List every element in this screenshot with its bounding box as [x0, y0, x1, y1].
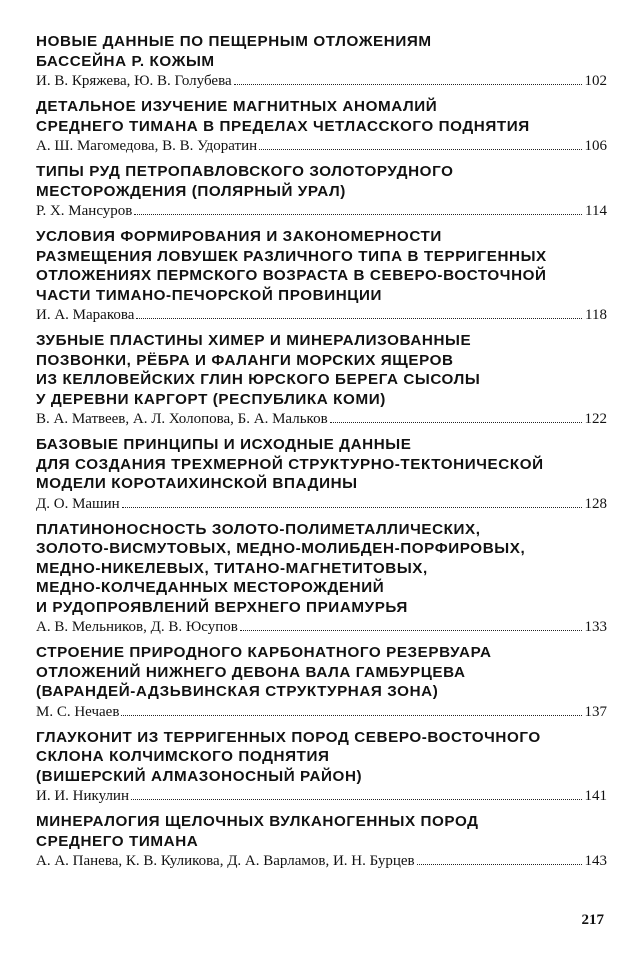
- toc-entry: [36, 97, 607, 156]
- article-title: [36, 643, 607, 702]
- article-title-line: РАЗМЕЩЕНИЯ ЛОВУШЕК РАЗЛИЧНОГО ТИПА В ТЕРРИГЕННЫХ: [36, 247, 547, 265]
- toc-entry: [36, 331, 607, 429]
- article-page-number: 118: [585, 307, 607, 323]
- article-page-number: 141: [584, 788, 607, 804]
- article-authors: Р. Х. Мансуров: [36, 203, 133, 219]
- toc-entry: [36, 643, 607, 722]
- article-authors: И. В. Кряжева, Ю. В. Голубева: [36, 73, 232, 89]
- article-title: [36, 162, 607, 201]
- page-number: 217: [581, 912, 604, 928]
- article-authors: А. Ш. Магомедова, В. В. Удоратин: [36, 138, 258, 154]
- article-title-line: МОДЕЛИ КОРОТАИХИНСКОЙ ВПАДИНЫ: [36, 475, 358, 492]
- article-title-line: И РУДОПРОЯВЛЕНИЙ ВЕРХНЕГО ПРИАМУРЬЯ: [36, 598, 408, 616]
- toc-entry: [36, 162, 607, 221]
- toc-entry: [36, 812, 607, 871]
- dot-leader: [259, 149, 581, 150]
- article-title-line: СРЕДНЕГО ТИМАНА В ПРЕДЕЛАХ ЧЕТЛАССКОГО ПОДНЯТИЯ: [36, 117, 530, 135]
- toc-entry: [36, 32, 607, 91]
- article-title-line: МЕДНО-КОЛЧЕДАННЫХ МЕСТОРОЖДЕНИЙ: [36, 579, 385, 596]
- dot-leader: [131, 799, 582, 800]
- authors-row: [36, 702, 607, 722]
- article-title-line: НОВЫЕ ДАННЫЕ ПО ПЕЩЕРНЫМ ОТЛОЖЕНИЯМ: [36, 33, 432, 50]
- article-page-number: 137: [584, 703, 607, 720]
- toc-entry: [36, 520, 607, 638]
- article-authors: Д. О. Машин: [36, 495, 120, 512]
- article-authors: А. А. Панева, К. В. Куликова, Д. А. Варламов, И. Н. Бурцев: [36, 853, 415, 869]
- article-title-line: ДЛЯ СОЗДАНИЯ ТРЕХМЕРНОЙ СТРУКТУРНО-ТЕКТОНИЧЕСКОЙ: [36, 455, 544, 473]
- article-title-line: ДЕТАЛЬНОЕ ИЗУЧЕНИЕ МАГНИТНЫХ АНОМАЛИЙ: [36, 98, 438, 115]
- article-title-line: ОТЛОЖЕНИЯХ ПЕРМСКОГО ВОЗРАСТА В СЕВЕРО-ВОСТОЧНОЙ: [36, 267, 547, 284]
- article-title-line: СТРОЕНИЕ ПРИРОДНОГО КАРБОНАТНОГО РЕЗЕРВУАРА: [36, 644, 492, 661]
- authors-row: [36, 136, 607, 156]
- article-title: [36, 728, 607, 787]
- article-title-line: МЕСТОРОЖДЕНИЯ (ПОЛЯРНЫЙ УРАЛ): [36, 182, 346, 200]
- toc-entry: [36, 728, 607, 807]
- article-title-line: МИНЕРАЛОГИЯ ЩЕЛОЧНЫХ ВУЛКАНОГЕННЫХ ПОРОД: [36, 813, 479, 830]
- dot-leader: [234, 84, 582, 85]
- article-title: [36, 331, 607, 409]
- article-title: [36, 435, 607, 494]
- dot-leader: [240, 630, 582, 631]
- article-title: [36, 227, 607, 305]
- article-title-line: БАССЕЙНА Р. КОЖЫМ: [36, 52, 215, 70]
- authors-row: [36, 71, 607, 91]
- article-page-number: 106: [584, 138, 607, 154]
- article-title-line: СРЕДНЕГО ТИМАНА: [36, 832, 199, 850]
- article-title-line: (ВИШЕРСКИЙ АЛМАЗОНОСНЫЙ РАЙОН): [36, 767, 363, 785]
- article-title-line: СКЛОНА КОЛЧИМСКОГО ПОДНЯТИЯ: [36, 748, 330, 765]
- article-title-line: ТИПЫ РУД ПЕТРОПАВЛОВСКОГО ЗОЛОТОРУДНОГО: [36, 163, 454, 180]
- article-page-number: 102: [584, 73, 607, 89]
- article-authors: А. В. Мельников, Д. В. Юсупов: [36, 619, 238, 635]
- authors-row: [36, 201, 607, 221]
- authors-row: [36, 851, 607, 871]
- article-title-line: (ВАРАНДЕЙ-АДЗЬВИНСКАЯ СТРУКТУРНАЯ ЗОНА): [36, 683, 439, 700]
- dot-leader: [330, 422, 582, 423]
- article-title-line: ПЛАТИНОНОСНОСТЬ ЗОЛОТО-ПОЛИМЕТАЛЛИЧЕСКИХ,: [36, 520, 481, 538]
- article-title-line: МЕДНО-НИКЕЛЕВЫХ, ТИТАНО-МАГНЕТИТОВЫХ,: [36, 559, 428, 577]
- dot-leader: [134, 214, 582, 215]
- article-authors: И. А. Маракова: [36, 307, 135, 323]
- article-title-line: ПОЗВОНКИ, РЁБРА И ФАЛАНГИ МОРСКИХ ЯЩЕРОВ: [36, 351, 454, 369]
- article-page-number: 143: [584, 853, 607, 869]
- article-title-line: У ДЕРЕВНИ КАРГОРТ (РЕСПУБЛИКА КОМИ): [36, 390, 386, 408]
- article-title-line: ЗУБНЫЕ ПЛАСТИНЫ ХИМЕР И МИНЕРАЛИЗОВАННЫЕ: [36, 332, 472, 349]
- article-title-line: ИЗ КЕЛЛОВЕЙСКИХ ГЛИН ЮРСКОГО БЕРЕГА СЫСОЛЫ: [36, 371, 481, 388]
- article-title-line: ЗОЛОТО-ВИСМУТОВЫХ, МЕДНО-МОЛИБДЕН-ПОРФИРОВЫХ,: [36, 540, 526, 557]
- toc-entry: [36, 435, 607, 514]
- article-title: [36, 520, 607, 618]
- dot-leader: [122, 507, 582, 508]
- article-authors: В. А. Матвеев, А. Л. Холопова, Б. А. Мальков: [36, 411, 328, 427]
- article-title-line: БАЗОВЫЕ ПРИНЦИПЫ И ИСХОДНЫЕ ДАННЫЕ: [36, 436, 412, 453]
- article-title: [36, 97, 607, 136]
- article-title-line: ОТЛОЖЕНИЙ НИЖНЕГО ДЕВОНА ВАЛА ГАМБУРЦЕВА: [36, 663, 466, 681]
- article-page-number: 133: [584, 619, 607, 635]
- dot-leader: [417, 864, 582, 865]
- authors-row: [36, 617, 607, 637]
- dot-leader: [121, 715, 581, 716]
- article-page-number: 128: [584, 495, 607, 512]
- article-title: [36, 812, 607, 851]
- authors-row: [36, 409, 607, 429]
- dot-leader: [136, 318, 582, 319]
- article-authors: М. С. Нечаев: [36, 703, 120, 720]
- article-title: [36, 32, 607, 71]
- article-page-number: 114: [585, 203, 607, 219]
- article-authors: И. И. Никулин: [36, 788, 129, 804]
- authors-row: [36, 494, 607, 514]
- article-title-line: ГЛАУКОНИТ ИЗ ТЕРРИГЕННЫХ ПОРОД СЕВЕРО-ВОСТОЧНОГО: [36, 728, 541, 746]
- toc-entry: [36, 227, 607, 325]
- article-title-line: ЧАСТИ ТИМАНО-ПЕЧОРСКОЙ ПРОВИНЦИИ: [36, 286, 383, 304]
- authors-row: [36, 305, 607, 325]
- article-title-line: УСЛОВИЯ ФОРМИРОВАНИЯ И ЗАКОНОМЕРНОСТИ: [36, 228, 442, 245]
- authors-row: [36, 786, 607, 806]
- table-of-contents: [36, 32, 607, 877]
- article-page-number: 122: [584, 411, 607, 427]
